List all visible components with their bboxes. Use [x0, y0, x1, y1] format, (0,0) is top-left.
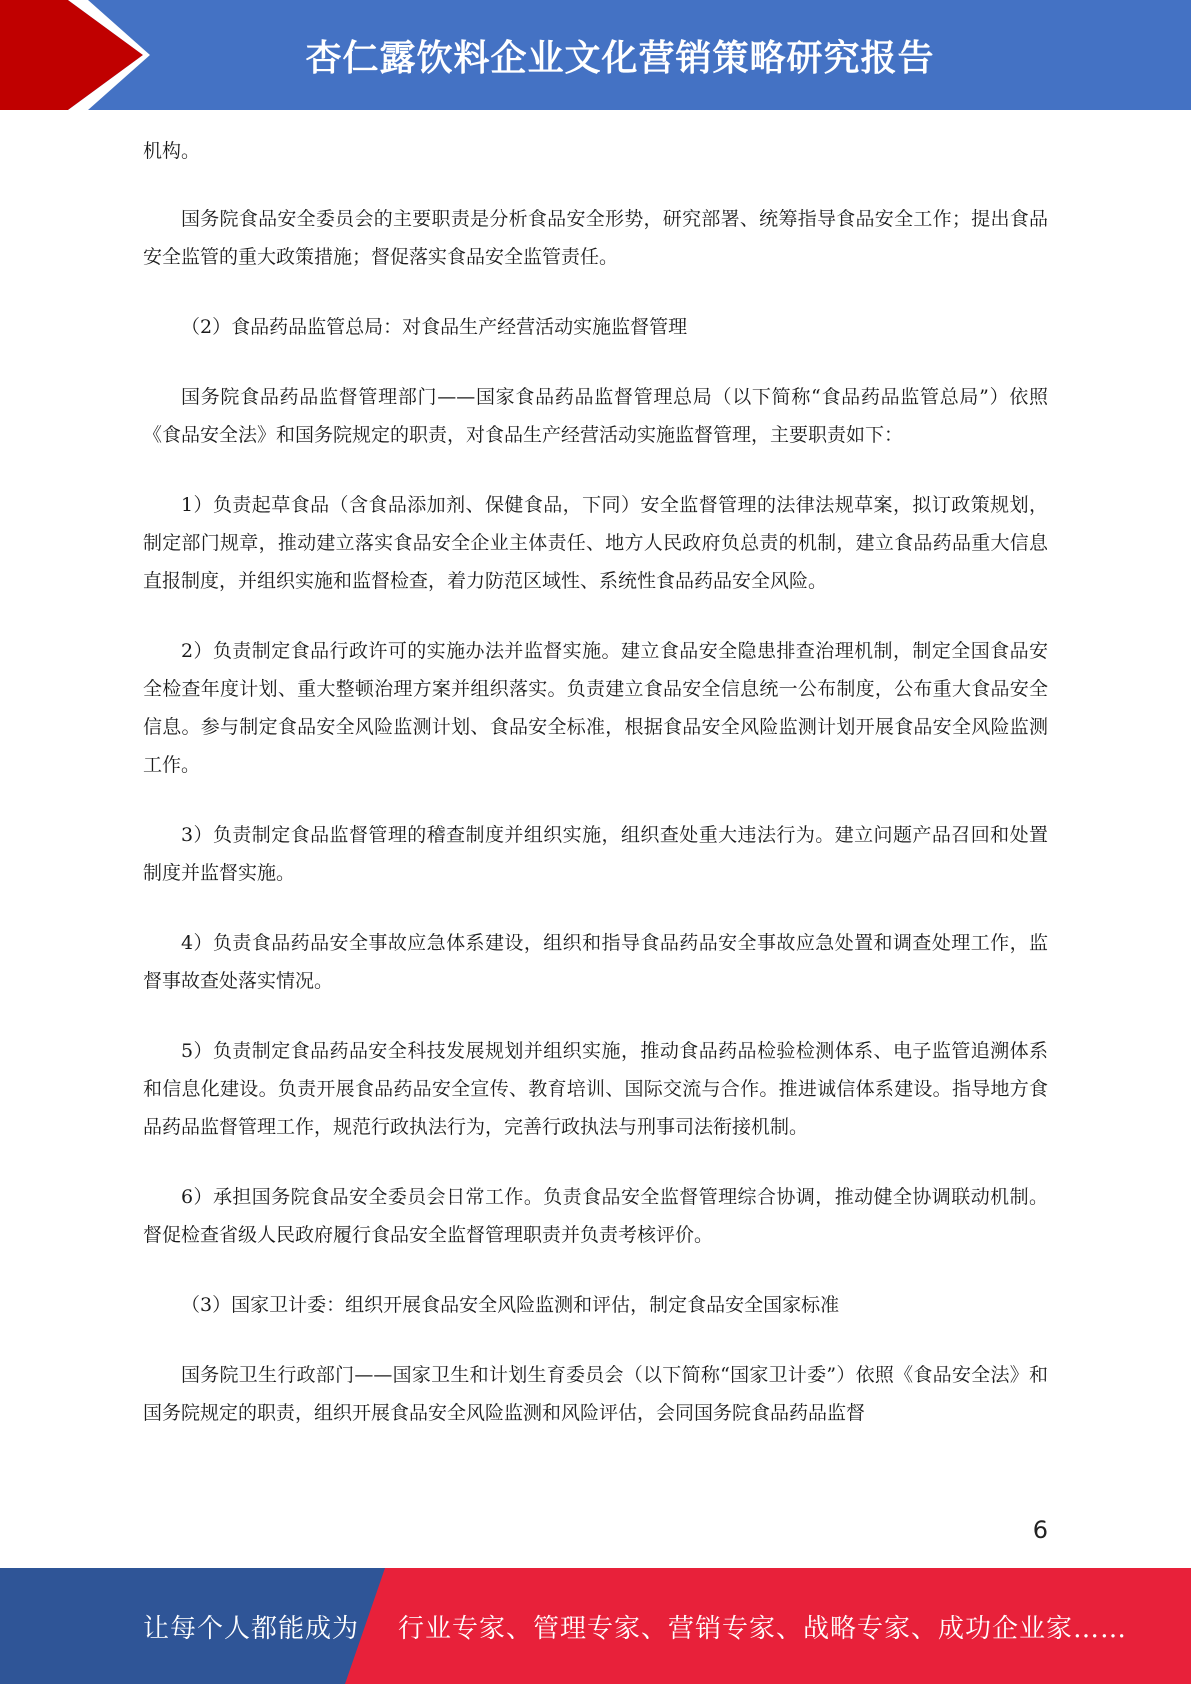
list-item: 3）负责制定食品监督管理的稽查制度并组织实施，组织查处重大违法行为。建立问题产品召回和处置制度并监督实施。	[143, 824, 1048, 884]
section-heading: （3）国家卫计委：组织开展食品安全风险监测和评估，制定食品安全国家标准	[181, 1294, 840, 1316]
paragraph: 国务院食品安全委员会的主要职责是分析食品安全形势，研究部署、统筹指导食品安全工作；提出食品安全监管的重大政策措施；督促落实食品安全监管责任。	[143, 208, 1048, 268]
footer-slogan-right: 行业专家、管理专家、营销专家、战略专家、成功企业家……	[398, 1613, 1128, 1644]
list-item: 6）承担国务院食品安全委员会日常工作。负责食品安全监督管理综合协调，推动健全协调联动机制。督促检查省级人民政府履行食品安全监督管理职责并负责考核评价。	[143, 1186, 1048, 1246]
list-item: 1）负责起草食品（含食品添加剂、保健食品，下同）安全监督管理的法律法规草案，拟订政策规划，制定部门规章，推动建立落实食品安全企业主体责任、地方人民政府负总责的机制，建立食品药品重大信息直报制度，并组织实施和监督检查，着力防范区域性、系统性食品药品安全风险。	[143, 494, 1048, 592]
list-item: 4）负责食品药品安全事故应急体系建设，组织和指导食品药品安全事故应急处置和调查处理工作，监督事故查处落实情况。	[143, 932, 1048, 992]
document-title: 杏仁露饮料企业文化营销策略研究报告	[305, 37, 935, 79]
paragraph: 机构。	[143, 140, 201, 162]
list-item: 2）负责制定食品行政许可的实施办法并监督实施。建立食品安全隐患排查治理机制，制定全国食品安全检查年度计划、重大整顿治理方案并组织落实。负责建立食品安全信息统一公布制度，公布重大食品安全信息。参与制定食品安全风险监测计划、食品安全标准，根据食品安全风险监测计划开展食品安全风险监测工作。	[143, 640, 1048, 776]
footer-slogan-left: 让每个人都能成为	[143, 1613, 360, 1644]
paragraph: 国务院卫生行政部门——国家卫生和计划生育委员会（以下简称“国家卫计委”）依照《食品安全法》和国务院规定的职责，组织开展食品安全风险监测和风险评估，会同国务院食品药品监督	[143, 1364, 1048, 1424]
header-banner	[0, 0, 1191, 110]
document-body	[143, 132, 1048, 1464]
paragraph: 国务院食品药品监督管理部门——国家食品药品监督管理总局（以下简称“食品药品监管总局”）依照《食品安全法》和国务院规定的职责，对食品生产经营活动实施监督管理，主要职责如下：	[143, 386, 1048, 446]
list-item: 5）负责制定食品药品安全科技发展规划并组织实施，推动食品药品检验检测体系、电子监管追溯体系和信息化建设。负责开展食品药品安全宣传、教育培训、国际交流与合作。推进诚信体系建设。指导地方食品药品监督管理工作，规范行政执法行为，完善行政执法与刑事司法衔接机制。	[143, 1040, 1048, 1138]
section-heading: （2）食品药品监管总局：对食品生产经营活动实施监督管理	[181, 316, 688, 338]
footer-banner	[0, 1568, 1191, 1684]
page-number: 6	[1032, 1516, 1048, 1544]
